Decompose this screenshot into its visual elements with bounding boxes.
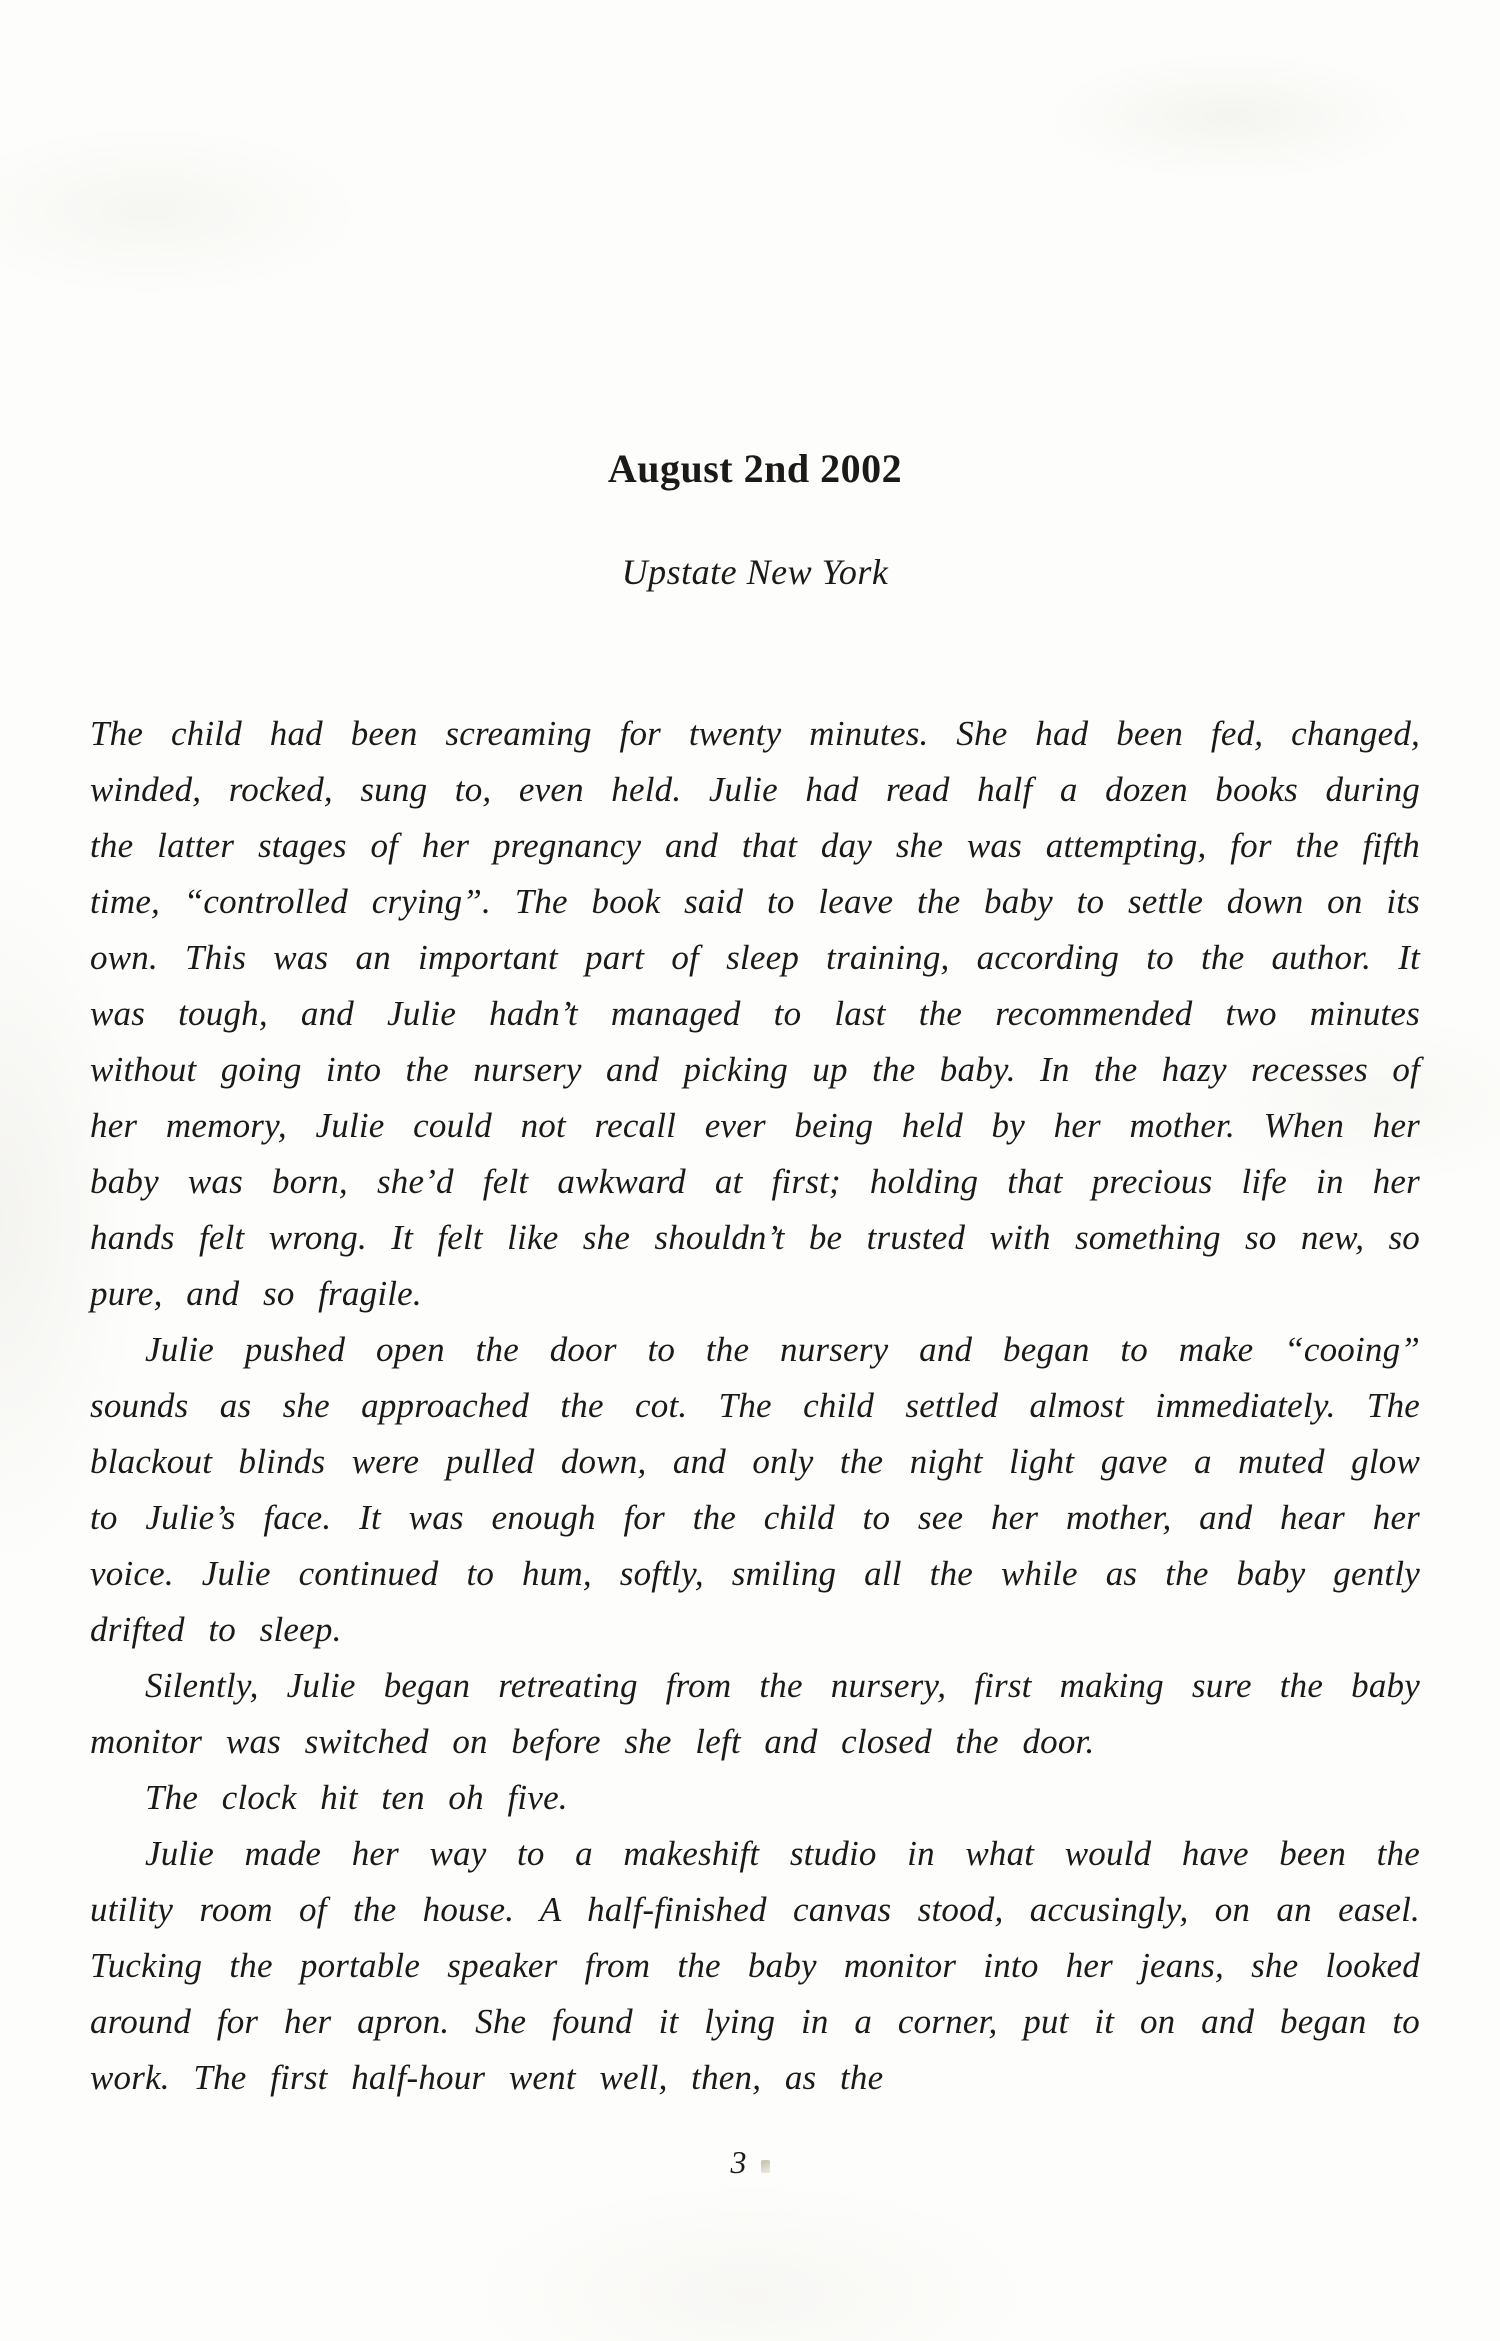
paragraph-3: Silently, Julie began retreating from the nursery, first making sure the baby monitor was switched on before she left and closed the door. <box>90 1666 1420 1761</box>
chapter-location-subtitle: Upstate New York <box>621 552 889 592</box>
paragraph-5: Julie made her way to a makeshift studio in what would have been the utility room of the house. A half-finished canvas stood, accusingly, on an easel. Tucking the portable speaker from the baby monitor into her jeans, she looked around for her apron. She found it lying in a corner, put it on and began to work. The first half-hour went well, then, as the <box>90 1834 1420 2097</box>
chapter-date-heading: August 2nd 2002 <box>607 446 903 491</box>
page-number: 3 <box>730 2144 747 2180</box>
body-text <box>90 706 1420 2106</box>
paragraph-2: Julie pushed open the door to the nursery and began to make “cooing” sounds as she approached the cot. The child settled almost immediately. The blackout blinds were pulled down, and only the night light gave a muted glow to Julie’s face. It was enough for the child to see her mother, and hear her voice. Julie continued to hum, softly, smiling all the while as the baby gently drifted to sleep. <box>90 1330 1420 1649</box>
paragraph-4: The clock hit ten oh five. <box>145 1778 568 1817</box>
paragraph-1: The child had been screaming for twenty minutes. She had been fed, changed, winded, rocked, sung to, even held. Julie had read half a dozen books during the latter stages of her pregnancy and that day she was attempting, for the fifth time, “controlled crying”. The book said to leave the baby to settle down on its own. This was an important part of sleep training, according to the author. It was tough, and Julie hadn’t managed to last the recommended two minutes without going into the nursery and picking up the baby. In the hazy recesses of her memory, Julie could not recall ever being held by her mother. When her baby was born, she’d felt awkward at first; holding that precious life in her hands felt wrong. It felt like she shouldn’t be trusted with something so new, so pure, and so fragile. <box>90 714 1420 1313</box>
scan-artifact-mark <box>761 2160 770 2173</box>
page-number-area <box>0 2142 1500 2182</box>
